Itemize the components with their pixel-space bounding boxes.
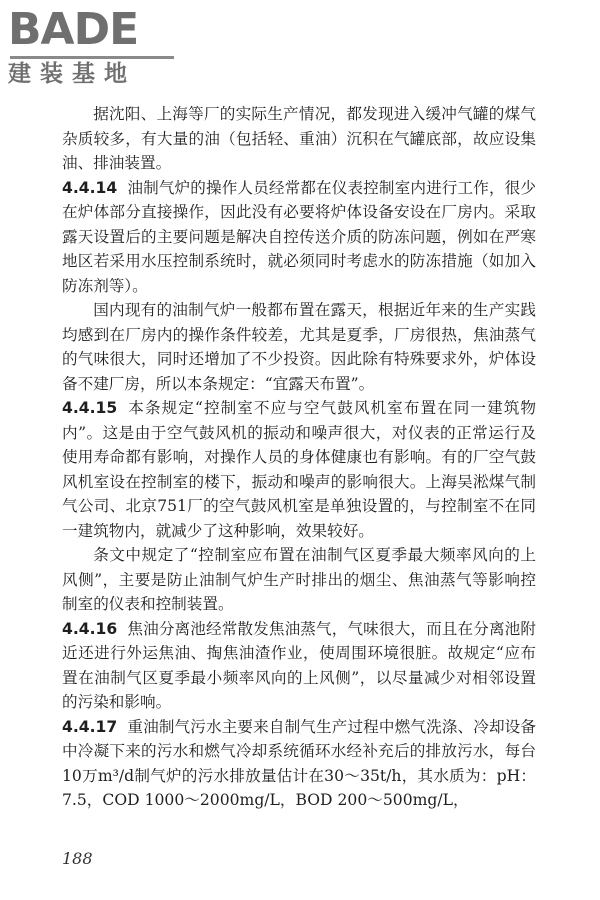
logo-divider [10,56,174,59]
paragraph [62,298,536,396]
clause-number: 4.4.14 [62,178,118,197]
document-body [62,102,536,813]
clause-number: 4.4.15 [62,399,118,417]
paragraph-text: 条文中规定了“控制室应布置在油制气区夏季最大频率风向的上风侧”，主要是防止油制气炉生产时排出的烟尘、焦油蒸气等影响控制室的仪表和控制装置。 [62,546,536,613]
paragraph-text: 重油制气污水主要来自制气生产过程中燃气洗涤、冷却设备中冷凝下来的污水和燃气冷却系统循环水经补充后的排放污水，每台10万m³/d制气炉的污水排放量估计在30～35t/h，其水质为：pH：7.5，COD 1000～2000mg/L，BOD 200～500mg/L， [62,717,536,809]
clause-paragraph [62,715,536,813]
paragraph [62,543,536,617]
paragraph-text: 本条规定“控制室不应与空气鼓风机室布置在同一建筑物内”。这是由于空气鼓风机的振动和噪声很大，对仪表的正常运行及使用寿命都有影响，对操作人员的身体健康也有影响。有的厂空气鼓风机室设在控制室的楼下，振动和噪声的影响很大。上海吴淞煤气制气公司、北京751厂的空气鼓风机室是单独设置的，与控制室不在同一建筑物内，就减少了这种影响，效果较好。 [62,399,536,540]
paragraph [62,102,536,176]
logo-brand-text: BADE [8,4,139,55]
logo-subtitle: 建装基地 [8,61,136,87]
paragraph-text: 油制气炉的操作人员经常都在仪表控制室内进行工作，很少在炉体部分直接操作，因此没有必要将炉体设备安设在厂房内。采取露天设置后的主要问题是解决自控传送介质的防冻问题，例如在严寒地区若采用水压控制系统时，就必须同时考虑水的防冻措施（如加入防冻剂等）。 [62,178,536,295]
paragraph-text: 国内现有的油制气炉一般都布置在露天，根据近年来的生产实践均感到在厂房内的操作条件较差，尤其是夏季，厂房很热，焦油蒸气的气味很大，同时还增加了不少投资。因此除有特殊要求外，炉体设备不建厂房，所以本条规定：“宜露天布置”。 [62,301,536,393]
page-number: 188 [62,849,93,868]
clause-paragraph [62,396,536,543]
clause-paragraph [62,617,536,715]
clause-number: 4.4.16 [62,619,118,638]
clause-number: 4.4.17 [62,717,118,736]
clause-paragraph [62,176,536,299]
paragraph-text: 焦油分离池经常散发焦油蒸气，气味很大，而且在分离池附近还进行外运焦油、掏焦油渣作业，使周围环境很脏。故规定“应布置在油制气区夏季最小频率风向的上风侧”，以尽量减少对相邻设置的污染和影响。 [62,619,536,711]
bade-logo [8,6,178,86]
paragraph-text: 据沈阳、上海等厂的实际生产情况，都发现进入缓冲气罐的煤气杂质较多，有大量的油（包括轻、重油）沉积在气罐底部，故应设集油、排油装置。 [62,105,536,172]
